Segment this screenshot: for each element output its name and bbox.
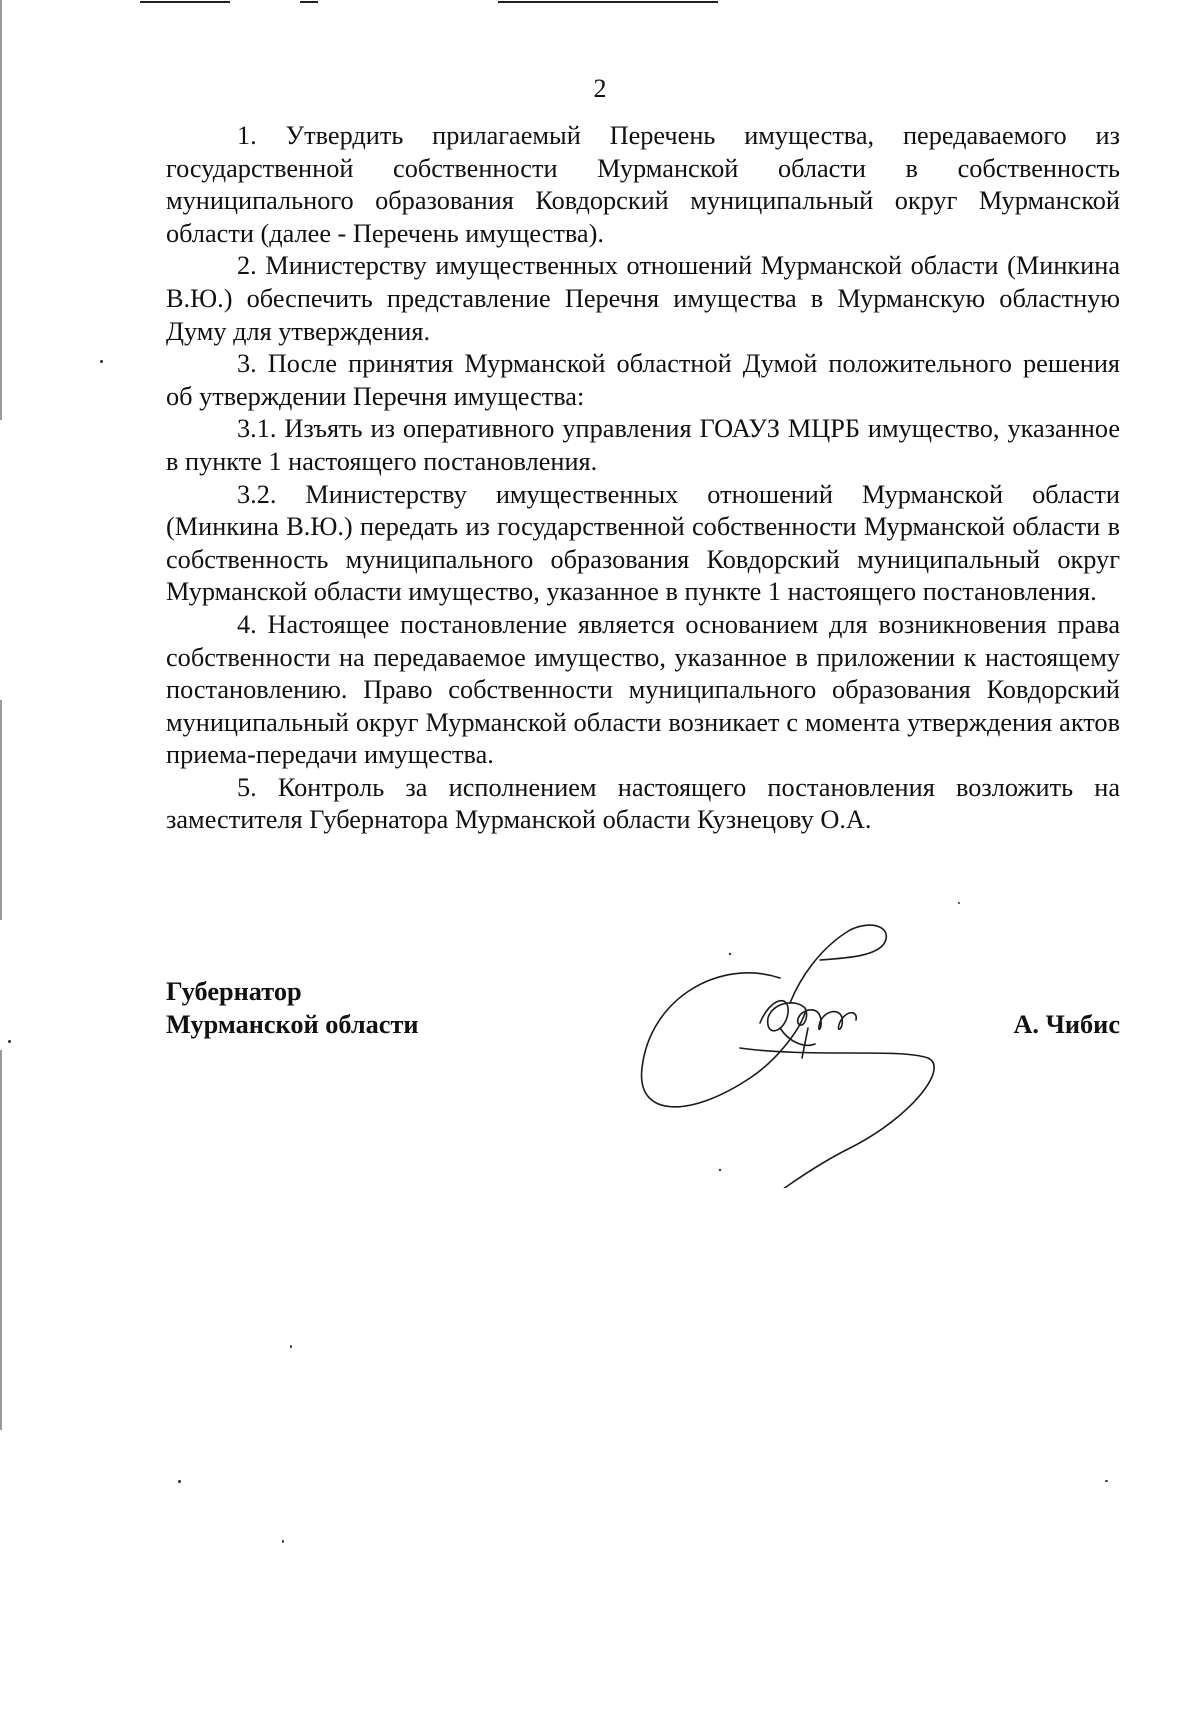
scan-edge-marks bbox=[0, 0, 1200, 6]
scan-speck bbox=[100, 360, 103, 363]
paragraph-3-1: 3.1. Изъять из оперативного управления ГОАУЗ МЦРБ имущество, указанное в пункте 1 настоящего постановления. bbox=[166, 414, 1120, 476]
signer-title-line-2: Мурманской области bbox=[166, 1010, 419, 1039]
document-body bbox=[166, 120, 1120, 837]
paragraph-3: 3. После принятия Мурманской областной Думой положительного решения об утверждении Перечня имущества: bbox=[166, 349, 1120, 411]
scan-speck bbox=[8, 1040, 11, 1043]
scan-speck bbox=[1105, 1480, 1108, 1482]
paragraph-1: 1. Утвердить прилагаемый Перечень имущества, передаваемого из государственной собственности Мурманской области в собственность муниципального образования Ковдорский муниципальный округ Мурманской области (далее - Перечень имущества). bbox=[166, 121, 1120, 248]
signer-title-line-1: Губернатор bbox=[166, 977, 302, 1006]
signer-title bbox=[166, 975, 419, 1041]
handwritten-signature bbox=[630, 918, 950, 1188]
paragraph-3-2: 3.2. Министерству имущественных отношений Мурманской области (Минкина В.Ю.) передать из государственной собственности Мурманской области в собственность муниципального образования Ковдорский муниципальный округ Мурманской области имущество, указанное в пункте 1 настоящего постановления. bbox=[166, 479, 1120, 607]
scan-speck bbox=[290, 1345, 292, 1348]
signer-name: А. Чибис bbox=[1013, 1010, 1120, 1039]
scan-speck bbox=[958, 902, 960, 904]
page-number: 2 bbox=[593, 74, 607, 103]
paragraph-2: 2. Министерству имущественных отношений Мурманской области (Минкина В.Ю.) обеспечить представление Перечня имущества в Мурманскую областную Думу для утверждения. bbox=[166, 251, 1120, 346]
scan-speck bbox=[282, 1540, 284, 1543]
scan-speck bbox=[178, 1480, 181, 1483]
paragraph-5: 5. Контроль за исполнением настоящего постановления возложить на заместителя Губернатора Мурманской области Кузнецову О.А. bbox=[166, 772, 1120, 835]
paragraph-4: 4. Настоящее постановление является основанием для возникновения права собственности на передаваемое имущество, указанное в приложении к настоящему постановлению. Право собственности муниципального образования Ковдорский муниципальный округ Мурманской области возникает с момента утверждения актов приема-передачи имущества. bbox=[166, 609, 1120, 770]
